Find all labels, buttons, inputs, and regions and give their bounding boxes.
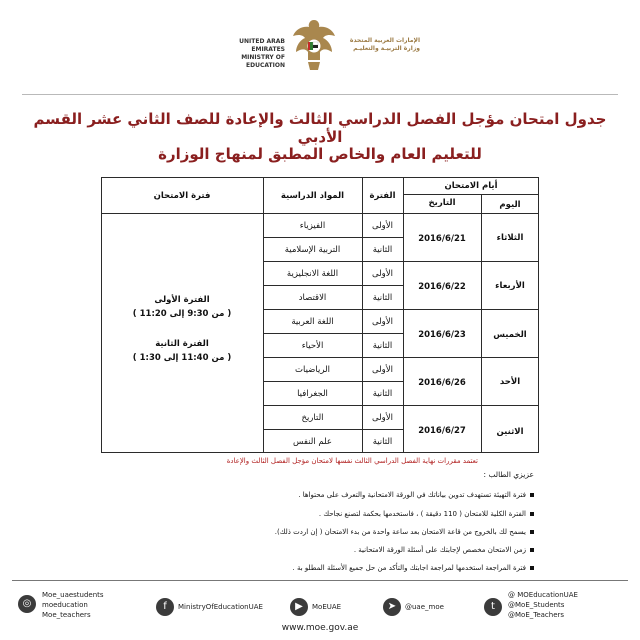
second-period-label: الفترة الثانية <box>155 339 209 349</box>
row-period-first: الأولى <box>372 317 393 327</box>
row-period-first: الأولى <box>372 365 393 375</box>
row-period-first: الأولى <box>372 413 393 423</box>
twitter-accounts[interactable]: @ MOEducationUAE @MoE_Students @MoE_Teachers <box>508 591 578 619</box>
instagram-icon[interactable]: ◎ <box>18 595 36 613</box>
telegram-account[interactable]: @uae_moe <box>405 603 444 611</box>
bullet-icon <box>530 530 534 534</box>
row-date: 2016/6/27 <box>418 426 466 436</box>
exam-schedule-table <box>101 177 539 453</box>
row-subject-first: التاريخ <box>301 413 324 423</box>
second-period-time: ( من 11:40 إلى 1:30 ) <box>132 353 232 363</box>
row-period-second: الثانية <box>372 389 393 399</box>
uae-emblem-icon <box>290 16 338 74</box>
row-period-second: الثانية <box>372 341 393 351</box>
row-period-second: الثانية <box>372 245 393 255</box>
row-day: الخميس <box>493 330 527 340</box>
page-title-line2: للتعليم العام والخاص المطبق لمنهاج الوزارة <box>158 145 482 163</box>
row-period-first: الأولى <box>372 269 393 279</box>
row-day: الأربعاء <box>495 281 525 291</box>
row-period-first: الأولى <box>372 221 393 231</box>
guidance-item: فترة التهيئة تستهدف تدوين بياناتك في الورقة الامتحانية والتعرف على محتواها . <box>210 491 534 499</box>
youtube-icon[interactable]: ▶ <box>290 598 308 616</box>
page-title-line1: جدول امتحان مؤجل الفصل الدراسي الثالث والإعادة للصف الثاني عشر القسم الأدبي <box>33 110 607 146</box>
header-exam-days: أيام الامتحان <box>444 181 498 191</box>
guidance-item: فترة المراجعة استخدمها لمراجعة اجابتك والتأكد من حل جميع الأسئلة المطلو بة . <box>210 564 534 572</box>
guidance-greeting: عزيزي الطالب : <box>483 470 534 479</box>
row-date: 2016/6/23 <box>418 330 466 340</box>
twitter-icon[interactable]: t <box>484 598 502 616</box>
header-english <box>205 38 285 70</box>
first-period-time: ( من 9:30 إلى 11:20 ) <box>132 309 232 319</box>
header-exam-period: فترة الامتحان <box>153 191 211 201</box>
youtube-account[interactable]: MoEUAE <box>312 603 342 611</box>
facebook-account[interactable]: MinistryOfEducationUAE <box>178 603 263 611</box>
row-day: الاثنين <box>496 427 524 437</box>
guidance-item: زمن الامتحان مخصص لإجابتك على أسئلة الورقة الامتحانية . <box>210 546 534 554</box>
telegram-icon[interactable]: ➤ <box>383 598 401 616</box>
header-period: الفترة <box>369 191 396 201</box>
bullet-icon <box>530 548 534 552</box>
header-country-ar: الإمارات العربية المتحدة <box>349 37 420 44</box>
header-country-en: UNITED ARAB EMIRATES <box>239 38 285 53</box>
row-period-second: الثانية <box>372 293 393 303</box>
guidance-item: يسمح لك بالخروج من قاعة الامتحان بعد ساعة واحدة من بدء الامتحان ( إن اردت ذلك). <box>210 528 534 536</box>
header-subjects: المواد الدراسية <box>280 191 345 201</box>
instagram-accounts[interactable]: Moe_uaestudents moeducation Moe_teachers <box>42 591 104 619</box>
row-date: 2016/6/21 <box>418 234 466 244</box>
row-subject-first: اللغة الانجليزية <box>286 269 339 279</box>
row-date: 2016/6/26 <box>418 378 466 388</box>
row-subject-first: الفيزياء <box>299 221 326 231</box>
bullet-icon <box>530 566 534 570</box>
bullet-icon <box>530 512 534 516</box>
row-day: الأحد <box>499 377 521 387</box>
row-subject-second: الأحياء <box>301 341 324 351</box>
row-subject-second: الجغرافيا <box>297 389 328 399</box>
header-ministry-ar: وزارة التربيـة والتعليـم <box>353 45 420 52</box>
header-arabic <box>340 37 420 53</box>
row-subject-second: الاقتصاد <box>298 293 327 303</box>
row-subject-second: علم النفس <box>293 437 332 447</box>
header-ministry-en: MINISTRY OF EDUCATION <box>241 54 285 69</box>
first-period-label: الفترة الأولى <box>154 295 210 305</box>
header-date: التاريخ <box>428 198 456 208</box>
footer-divider <box>12 580 628 581</box>
row-day: الثلاثاء <box>496 233 524 243</box>
row-date: 2016/6/22 <box>418 282 466 292</box>
website-link[interactable]: www.moe.gov.ae <box>281 623 359 633</box>
row-subject-first: اللغة العربية <box>291 317 334 327</box>
guidance-item: الفترة الكلية للامتحان ( 110 دقيقة ) ، فاستخدمها بحكمة لتصنع نجاحك . <box>210 510 534 518</box>
row-subject-first: الرياضيات <box>295 365 330 375</box>
curriculum-note: تعتمد مقررات نهاية الفصل الدراسي الثالث نفسها لامتحان مؤجل الفصل الثالث والإعادة <box>226 457 478 465</box>
bullet-icon <box>530 493 534 497</box>
row-subject-second: التربية الإسلامية <box>284 245 341 255</box>
header-day: اليوم <box>499 200 521 210</box>
facebook-icon[interactable]: f <box>156 598 174 616</box>
header-divider <box>22 94 618 95</box>
row-period-second: الثانية <box>372 437 393 447</box>
